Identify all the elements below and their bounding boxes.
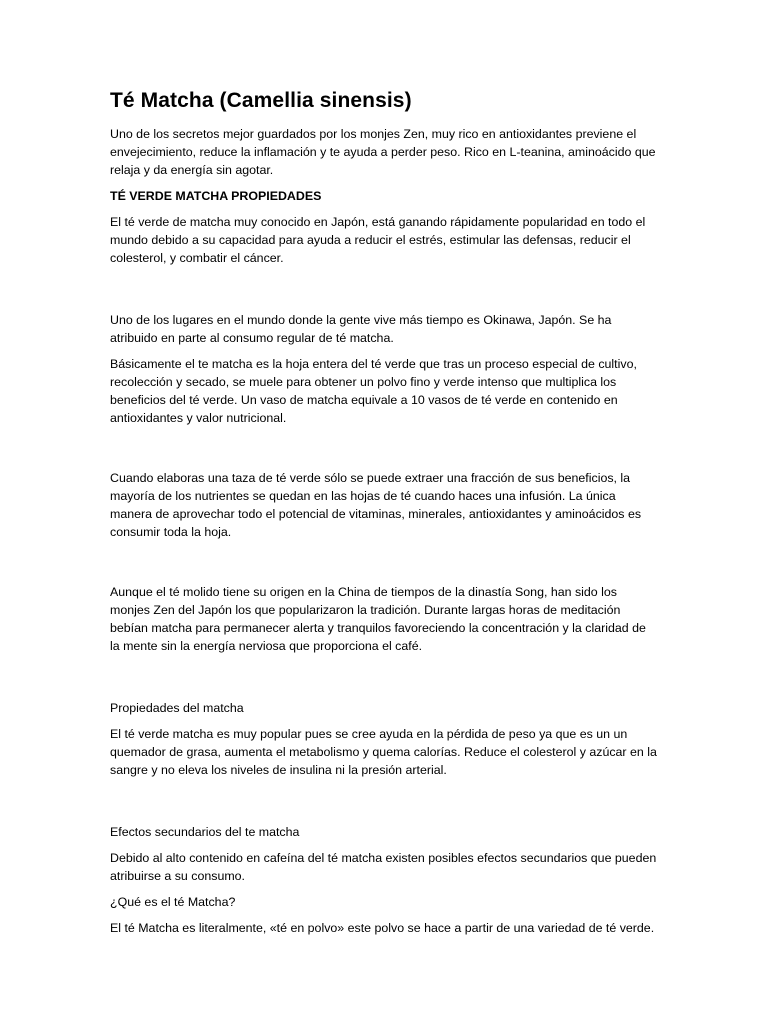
paragraph-5: Aunque el té molido tiene su origen en la China de tiempos de la dinastía Song, han sido los monjes Zen del Japón los que popularizaron la tradición. Durante largas horas de meditación bebían matcha para permanecer alerta y tranquilos favoreciendo la concentración y la claridad de la mente sin la energía nerviosa que proporciona el café. xyxy=(110,585,646,653)
section-heading-que-es: ¿Qué es el té Matcha? xyxy=(110,895,236,909)
paragraph-3: Básicamente el te matcha es la hoja entera del té verde que tras un proceso especial de cultivo, recolección y secado, se muele para obtener un polvo fino y verde intenso que multiplica los beneficios del té verde. Un vaso de matcha equivale a 10 vasos de té verde en contenido en antioxidantes y valor nutricional. xyxy=(110,357,637,425)
paragraph-4: Cuando elaboras una taza de té verde sólo se puede extraer una fracción de sus beneficios, la mayoría de los nutrientes se quedan en las hojas de té cuando haces una infusión. La única manera de aprovechar todo el potencial de vitaminas, minerales, antioxidantes y aminoácidos es consumir toda la hoja. xyxy=(110,471,642,539)
paragraph-8: El té Matcha es literalmente, «té en polvo» este polvo se hace a partir de una variedad de té verde. xyxy=(110,921,655,935)
paragraph-1: El té verde de matcha muy conocido en Japón, está ganando rápidamente popularidad en todo el mundo debido a su capacidad para ayuda a reducir el estrés, estimular las defensas, reducir el colesterol, y combatir el cáncer. xyxy=(110,215,646,265)
section-heading-efectos: Efectos secundarios del te matcha xyxy=(110,825,300,839)
section-heading-propiedades-matcha: Propiedades del matcha xyxy=(110,701,244,715)
paragraph-2: Uno de los lugares en el mundo donde la gente vive más tiempo es Okinawa, Japón. Se ha atribuido en parte al consumo regular de té matcha. xyxy=(110,313,612,345)
section-heading-propiedades: TÉ VERDE MATCHA PROPIEDADES xyxy=(110,189,322,203)
paragraph-6: El té verde matcha es muy popular pues se cree ayuda en la pérdida de peso ya que es un un quemador de grasa, aumenta el metabolismo y quema calorías. Reduce el colesterol y azúcar en la sangre y no eleva los niveles de insulina ni la presión arterial. xyxy=(110,727,657,777)
intro-paragraph: Uno de los secretos mejor guardados por los monjes Zen, muy rico en antioxidantes previene el envejecimiento, reduce la inflamación y te ayuda a perder peso. Rico en L-teanina, aminoácido que relaja y da energía sin agotar. xyxy=(110,127,656,177)
document-title: Té Matcha (Camellia sinensis) xyxy=(110,89,412,112)
document-page xyxy=(110,88,658,937)
paragraph-7: Debido al alto contenido en cafeína del té matcha existen posibles efectos secundarios que pueden atribuirse a su consumo. xyxy=(110,851,657,883)
